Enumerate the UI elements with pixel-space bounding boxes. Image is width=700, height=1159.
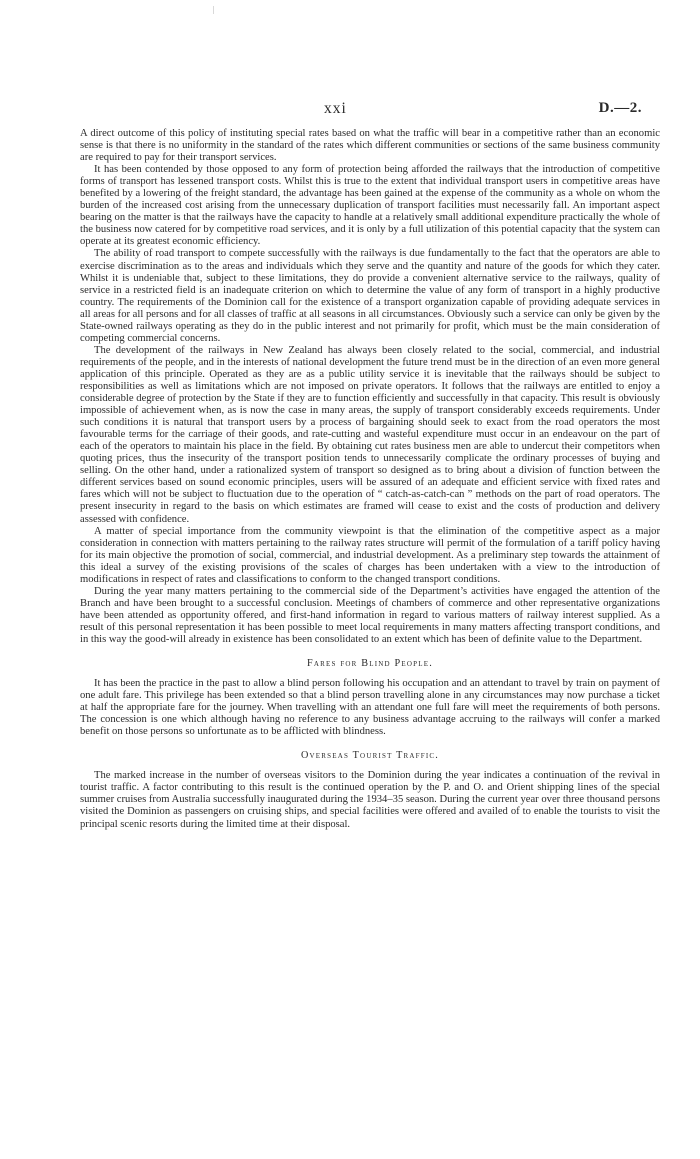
paragraph-road-competition: The ability of road transport to compete successfully with the railways is due fundamentally to the fact that the operators are able to exercise discrimination as to the areas and individuals which they serve and the quantity and nature of the goods for which they cater. Whilst it is undeniable that, subject to these limitations, they do provide a convenient alternative service to the railways, quality of service in a restricted field is an inadequate criterion on which to determine the value of any form of transport in a highly productive country. The requirements of the Dominion call for the existence of a transport organization capable of providing adequate services in all areas for all persons and for all classes of traffic at all seasons in all circumstances. Obviously such a service can only be given by the State-owned railways operating as they do in the public interest and not primarily for profit, which must be the main consideration of competing commercial concerns.	[80, 248, 660, 344]
heading-fares-for-blind-people: Fares for Blind People.	[307, 658, 433, 670]
scan-mark	[213, 6, 214, 14]
paragraph-blind-fares: It has been the practice in the past to allow a blind person following his occupation and an attendant to travel by train on payment of one adult fare. This privilege has been extended so that a blind person travelling alone in any circumstances may now purchase a ticket at half the appropriate fare for the journey. When travelling with an attendant one full fare will meet the requirements of both persons. The concession is one which although having no reference to any business advantage accruing to the railways will confer a marked benefit on those persons so unfortunate as to be afflicted with blindness.	[80, 678, 660, 738]
paragraph-railway-development: The development of the railways in New Zealand has always been closely related to the social, commercial, and industrial requirements of the people, and in the interests of national development the future trend must be in the direction of an even more general application of this principle. Operated as they are as a public utility service it is inevitable that the railways should be subject to responsibilities as well as limitations which are not imposed on private operators. It follows that the railways are entitled to enjoy a considerable degree of protection by the State if they are to function efficiently and successfully in that capacity. This result is obviously impossible of achievement when, as is now the case in many areas, the supply of transport considerably exceeds requirements. Under such conditions it is natural that transport users by a process of bargaining should seek to exact from the road operators the most favourable terms for the carriage of their goods, and rate-cutting and wasteful expenditure must occur in an endeavour on the part of each of the operators to maintain his place in the field. By obtaining cut rates business men are able to undercut their competitors when quoting prices, thus the insecurity of the transport position tends to unnecessarily complicate the ordinary processes of buying and selling. On the other hand, under a rationalized system of transport so designed as to bring about a division of function between the different services based on sound economic principles, users will be assured of an adequate and efficient service with fixed rates and fares which will not be subject to fluctuation due to the operation of “ catch-as-catch-can ” methods on the part of road operators. The present insecurity in regard to the basis on which estimates are framed will cease to exist and the costs of production and delivery assessed with confidence.	[80, 344, 660, 525]
paragraph-commercial-activities: During the year many matters pertaining to the commercial side of the Department’s activities have engaged the attention of the Branch and have been brought to a successful conclusion. Meetings of chambers of commerce and other representative organizations have been attended as opportunity offered, and first-hand information in regard to various matters of railway interest supplied. As a result of this personal representation it has been possible to meet local requirements in many matters affecting transport conditions, and in this way the good-will already in existence has been consolidated to an extent which has been of definite value to the Department.	[80, 585, 660, 645]
page-header	[0, 100, 700, 120]
paragraph-tariff-policy: A matter of special importance from the community viewpoint is that the elimination of the competitive aspect as a major consideration in connection with matters pertaining to the railway rates structure will permit of the formulation of a tariff policy having for its main objective the promotion of social, commercial, and industrial development. As a preliminary step towards the attainment of this ideal a survey of the existing provisions of the scales of charges has been undertaken with a view to the introduction of modifications in respect of rates and classifications to conform to the changed transport conditions.	[80, 525, 660, 585]
heading-overseas-tourist-traffic: Overseas Tourist Traffic.	[301, 750, 439, 762]
page-body	[80, 128, 660, 831]
paragraph-tourist-traffic: The marked increase in the number of overseas visitors to the Dominion during the year indicates a continuation of the revival in tourist traffic. A factor contributing to this result is the continued operation by the P. and O. and Orient shipping lines of the special summer cruises from Australia successfully inaugurated during the 1934–35 season. During the current year over three thousand persons visited the Dominion as passengers on cruising ships, and special facilities were offered and availed of to enable the tourists to visit the principal scenic resorts during the limited time at their disposal.	[80, 770, 660, 830]
paragraph-rates-outcome: A direct outcome of this policy of instituting special rates based on what the traffic will bear in a competitive rather than an economic sense is that there is no uniformity in the standard of the rates which different communities or sections of the same business community are required to pay for their transport services.	[80, 128, 660, 164]
paragraph-protection-argument: It has been contended by those opposed to any form of protection being afforded the railways that the introduction of competitive forms of transport has lessened transport costs. Whilst this is true to the extent that individual transport users in competitive areas have benefited by a lowering of the freight standard, the advantage has been gained at the expense of the community as a whole on whom the burden of the increased cost arising from the unnecessary duplication of transport facilities must necessarily fall. An important aspect bearing on the matter is that the railways have the capacity to handle at a relatively small additional expenditure practically the whole of the business now catered for by competitive road services, and it is only by a full utilization of this potential capacity that the system can operate at its greatest economic efficiency.	[80, 164, 660, 248]
document-code: D.—2.	[598, 100, 642, 116]
page-number: xxi	[324, 100, 347, 117]
